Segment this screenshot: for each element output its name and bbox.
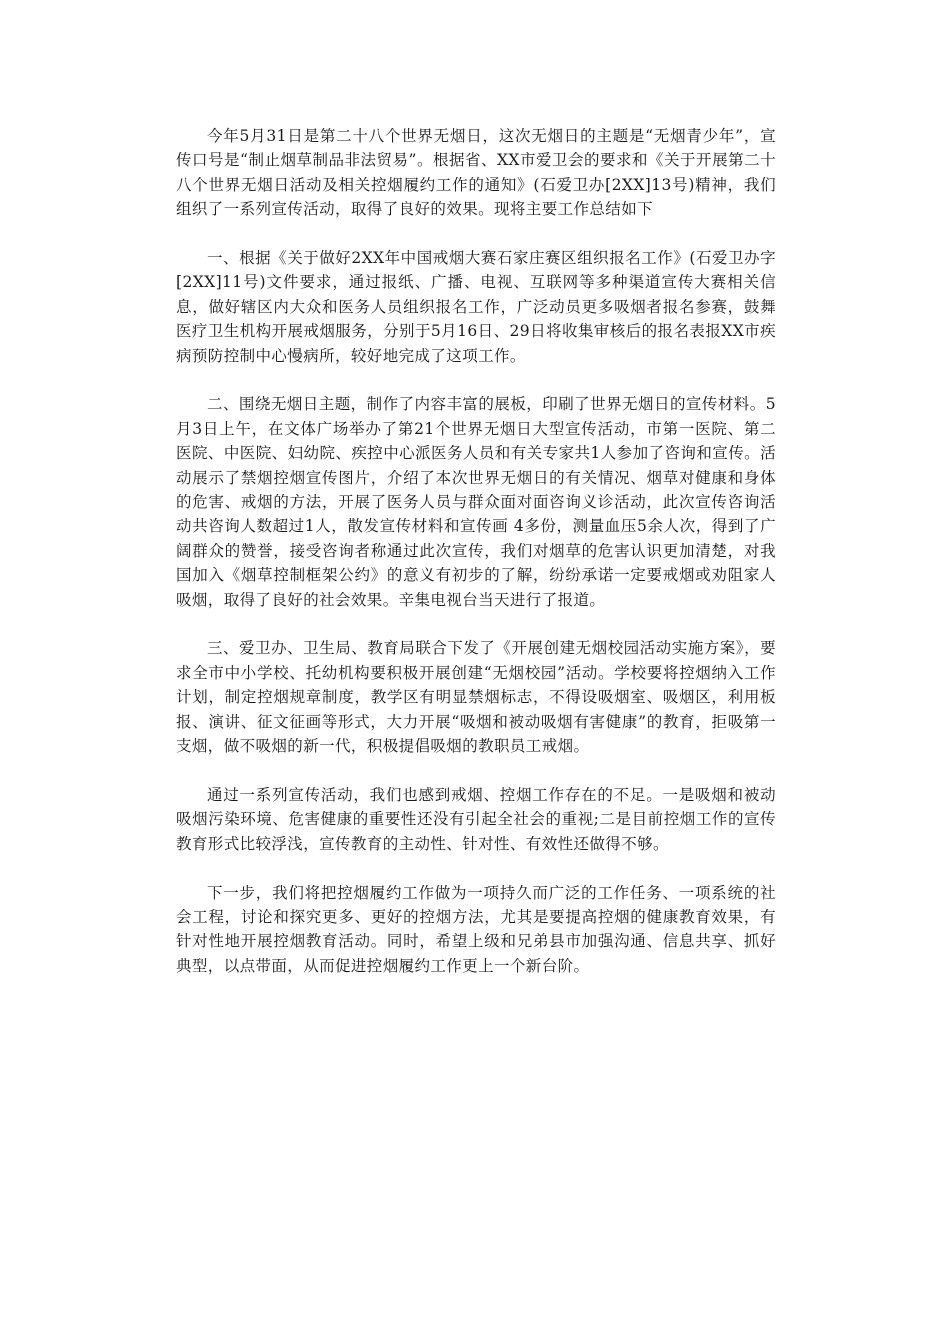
paragraph-intro: 今年5月31日是第二十八个世界无烟日，这次无烟日的主题是“无烟青少年”，宣传口号是“制止烟草制品非法贸易”。根据省、XX市爱卫会的要求和《关于开展第二十八个世界无烟日活动及相关控烟履约工作的通知》(石爱卫办[2XX]13号)精神，我们组织了一系列宣传活动，取得了良好的效果。现将主要工作总结如下 bbox=[176, 127, 776, 219]
paragraph-shortcomings: 通过一系列宣传活动，我们也感到戒烟、控烟工作存在的不足。一是吸烟和被动吸烟污染环境、危害健康的重要性还没有引起全社会的重视;二是目前控烟工作的宣传教育形式比较浮浅，宣传教育的主动性、针对性、有效性还做得不够。 bbox=[176, 785, 776, 853]
paragraph-section-3: 三、爱卫办、卫生局、教育局联合下发了《开展创建无烟校园活动实施方案》，要求全市中小学校、托幼机构要积极开展创建“无烟校园”活动。学校要将控烟纳入工作计划，制定控烟规章制度，教学区有明显禁烟标志，不得设吸烟室、吸烟区，利用板报、演讲、征文征画等形式，大力开展“吸烟和被动吸烟有害健康”的教育，拒吸第一支烟，做不吸烟的新一代，积极提倡吸烟的教职员工戒烟。 bbox=[176, 639, 776, 756]
paragraph-section-1: 一、根据《关于做好2XX年中国戒烟大赛石家庄赛区组织报名工作》(石爱卫办字[2XX]11号)文件要求，通过报纸、广播、电视、互联网等多种渠道宣传大赛相关信息，做好辖区内大众和医务人员组织报名工作，广泛动员更多吸烟者报名参赛，鼓舞医疗卫生机构开展戒烟服务，分别于5月16日、29日将收集审核后的报名表报XX市疾病预防控制中心慢病所，较好地完成了这项工作。 bbox=[176, 249, 776, 365]
paragraph-section-2: 二、围绕无烟日主题，制作了内容丰富的展板，印刷了世界无烟日的宣传材料。5月3日上午，在文体广场举办了第21个世界无烟日大型宣传活动，市第一医院、第二医院、中医院、妇幼院、疾控中心派医务人员和有关专家共1人参加了咨询和宣传。活动展示了禁烟控烟宣传图片，介绍了本次世界无烟日的有关情况、烟草对健康和身体的危害、戒烟的方法，开展了医务人员与群众面对面咨询义诊活动，此次宣传咨询活动共咨询人数超过1人，散发宣传材料和宣传画 4多份，测量血压5余人次，得到了广阔群众的赞誉，接受咨询者称通过此次宣传，我们对烟草的危害认识更加清楚，对我国加入《烟草控制框架公约》的意义有初步的了解，纷纷承诺一定要戒烟或劝阻家人吸烟，取得了良好的社会效果。辛集电视台当天进行了报道。 bbox=[176, 395, 776, 609]
paragraph-next-steps: 下一步，我们将把控烟履约工作做为一项持久而广泛的工作任务、一项系统的社会工程，讨论和探究更多、更好的控烟方法，尤其是要提高控烟的健康教育效果，有针对性地开展控烟教育活动。同时，希望上级和兄弟县市加强沟通、信息共享、抓好典型，以点带面，从而促进控烟履约工作更上一个新台阶。 bbox=[176, 883, 776, 975]
document-body bbox=[176, 124, 776, 978]
